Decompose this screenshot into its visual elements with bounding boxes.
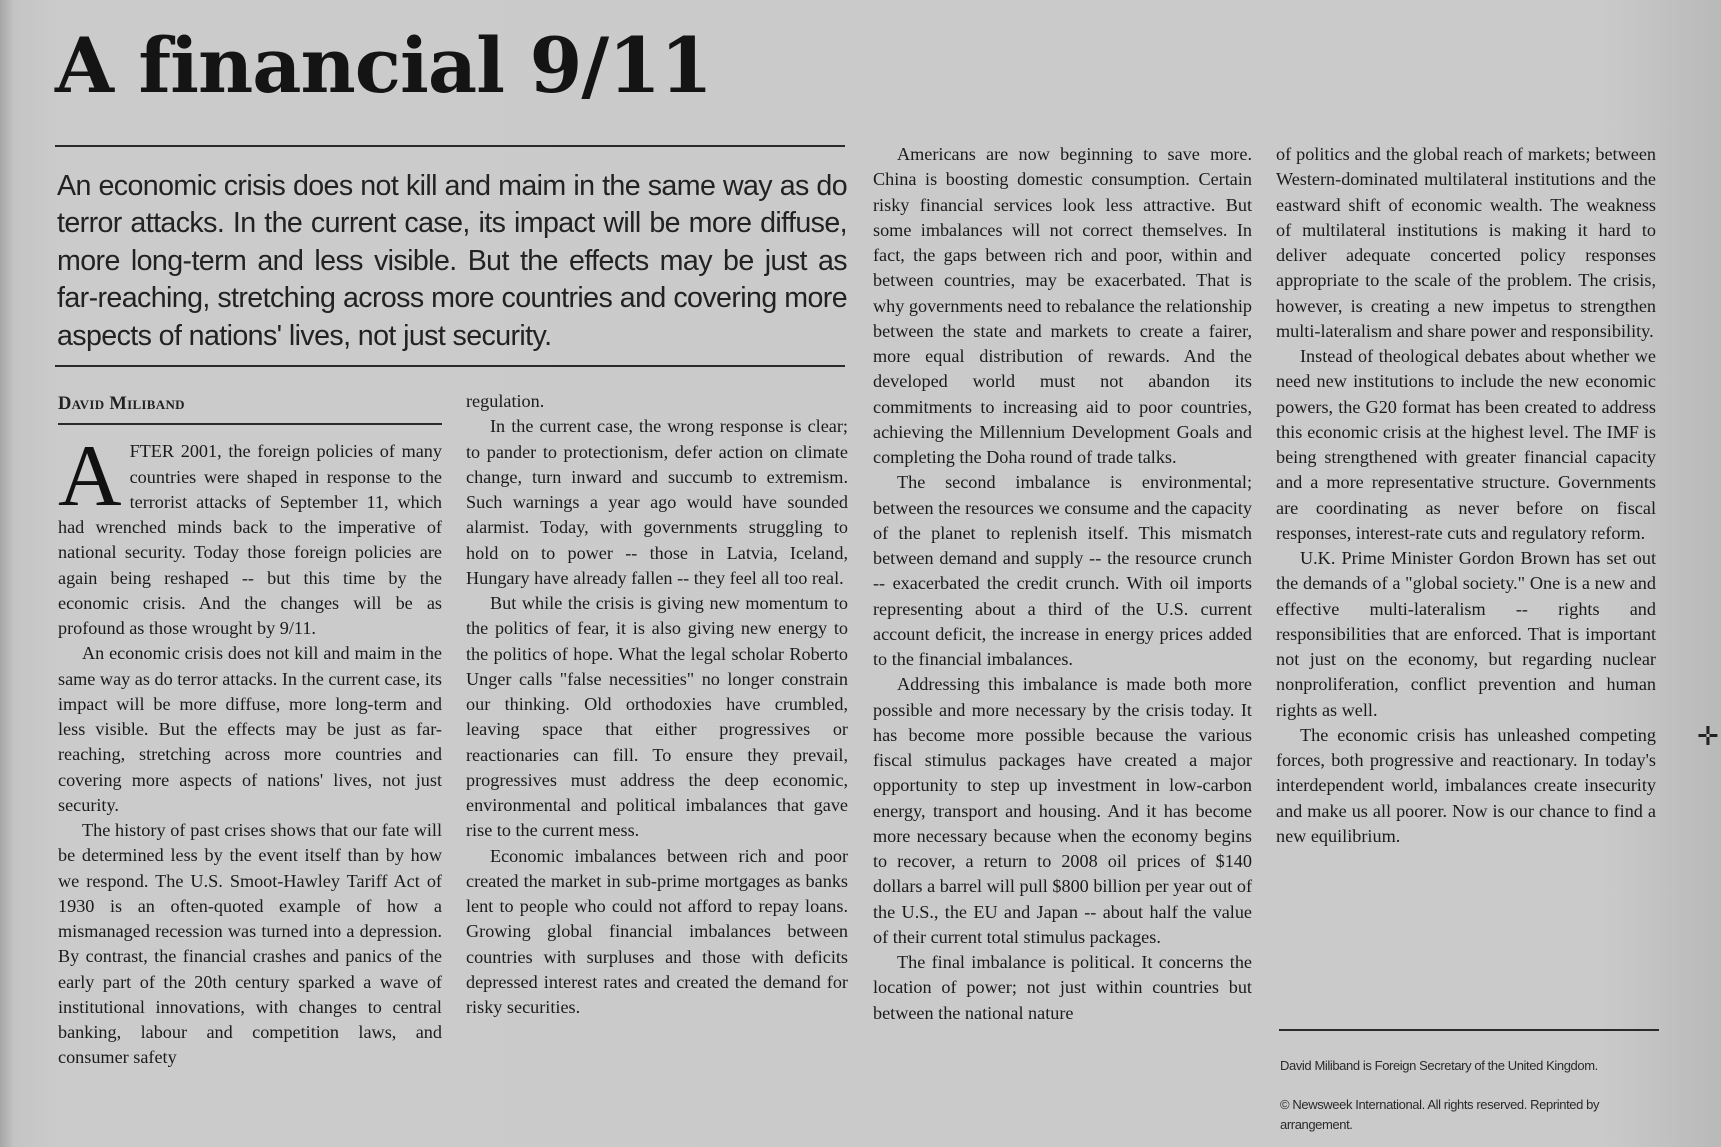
paragraph-6: Economic imbalances between rich and poor created the market in sub-prime mortgages as banks lent to people who could not afford to repay loans. Growing global financial imbalances between countries with surpluses and those with deficits depressed interest rates and created the demand for risky securities. xyxy=(466,845,848,1017)
byline: David Miliband xyxy=(58,394,185,414)
deck-summary: An economic crisis does not kill and maim in the same way as do terror attacks. In the current case, its impact will be more diffuse, more long-term and less visible. But the effects may be just as far-reaching, stretching across more countries and covering more aspects of nations' lives, not just security. xyxy=(57,170,847,352)
lead-in-text: FTER 2001, xyxy=(129,441,222,462)
byline-rule xyxy=(58,423,442,425)
paragraph-3-continued: regulation. xyxy=(466,391,545,411)
column-4 xyxy=(1276,142,1656,849)
paragraph-7: Americans are now beginning to save more. China is boosting domestic consumption. Certain risky financial services look less attractive. But some imbalances will not correct themselves. In fact, the gaps between rich and poor, within and between countries, may be exacerbated. That is why governments need to rebalance the relationship between the state and markets to create a fairer, more equal distribution of rewards. And the developed world must not abandon its commitments to increasing aid to poor countries, achieving the Millennium Development Goals and completing the Doha round of trade talks. xyxy=(873,144,1252,467)
column-1 xyxy=(58,392,442,1071)
author-note: David Miliband is Foreign Secretary of the United Kingdom. xyxy=(1280,1058,1598,1073)
paragraph-10: The final imbalance is political. It concerns the location of power; not just within countries but between the national nature xyxy=(873,952,1252,1023)
paragraph-5: But while the crisis is giving new momentum to the politics of fear, it is also giving new energy to the politics of hope. What the legal scholar Roberto Unger calls "false necessities" no longer constrain our thinking. Old orthodoxies have crumbled, leaving space that either progressives or reactionaries can fill. To ensure they prevail, progressives must address the deep economic, environmental and political imbalances that gave rise to the current mess. xyxy=(466,593,848,841)
registration-mark-icon: ✛ xyxy=(1697,722,1719,752)
paragraph-12: U.K. Prime Minister Gordon Brown has set out the demands of a "global society." One is a new and effective multi-lateralism -- rights and responsibilities that are enforced. That is important not just on the economy, but regarding nuclear nonproliferation, conflict prevention and human rights as well. xyxy=(1276,548,1656,720)
paragraph-1-text: the foreign policies of many countries were shaped in response to the terrorist attacks of September 11, which had wrenched minds back to the imperative of national security. Today those foreign policies are again being reshaped -- but this time by the economic crisis. And the changes will be as profound as those wrought by 9/11. xyxy=(58,441,442,638)
deck-bottom-rule xyxy=(55,365,845,367)
paragraph-1 xyxy=(58,428,442,641)
paragraph-3: The history of past crises shows that our fate will be determined less by the event itself than by how we respond. The U.S. Smoot-Hawley Tariff Act of 1930 is an often-quoted example of how a mismanaged recession was turned into a depression. By contrast, the financial crashes and panics of the early part of the 20th century sparked a wave of institutional innovations, with changes to central banking, labour and competition laws, and consumer safety xyxy=(58,820,442,1068)
paragraph-11: Instead of theological debates about whether we need new institutions to include the new economic powers, the G20 format has been created to address this economic crisis at the highest level. The IMF is being strengthened with greater financial capacity and a more representative structure. Governments are coordinating as never before on fiscal responses, interest-rate cuts and regulatory reform. xyxy=(1276,346,1656,543)
footnote-rule xyxy=(1279,1029,1659,1031)
paragraph-2: An economic crisis does not kill and maim in the same way as do terror attacks. In the current case, its impact will be more diffuse, more long-term and less visible. But the effects may be just as far-reaching, stretching across more countries and covering more aspects of nations' lives, not just security. xyxy=(58,643,442,815)
deck-top-rule xyxy=(55,145,845,147)
paragraph-4: In the current case, the wrong response is clear; to pander to protectionism, defer action on climate change, turn inward and succumb to extremism. Such warnings a year ago would have sounded alarmist. Today, with governments struggling to hold on to power -- those in Latvia, Iceland, Hungary have already fallen -- they feel all too real. xyxy=(466,416,848,588)
paragraph-10-continued: of politics and the global reach of markets; between Western-dominated multilateral institutions and the eastward shift of economic wealth. The weakness of multilateral institutions is making it hard to deliver adequate concerted policy responses appropriate to the scale of the problem. The crisis, however, is creating a new impetus to strengthen multi-lateralism and share power and responsibility. xyxy=(1276,144,1656,341)
paragraph-9: Addressing this imbalance is made both more possible and more necessary by the crisis today. It has become more possible because the various fiscal stimulus packages have created a major opportunity to step up investment in low-carbon energy, transport and housing. And it has become more necessary because when the economy begins to recover, a return to 2008 oil prices of $140 dollars a barrel will pull $800 billion per year out of the U.S., the EU and Japan -- about half the value of their current total stimulus packages. xyxy=(873,674,1252,947)
paragraph-13: The economic crisis has unleashed competing forces, both progressive and reactionary. In today's interdependent world, imbalances create insecurity and make us all poorer. Now is our chance to find a new equilibrium. xyxy=(1276,724,1656,846)
column-2 xyxy=(466,389,848,1020)
paragraph-8: The second imbalance is environmental; between the resources we consume and the capacity of the planet to replenish itself. This mismatch between demand and supply -- the resource crunch -- exacerbated the credit crunch. With oil imports representing about a third of the U.S. current account deficit, the increase in energy prices added to the financial imbalances. xyxy=(873,472,1252,669)
drop-cap: A xyxy=(58,428,122,526)
headline: A financial 9/11 xyxy=(55,21,712,110)
copyright-note: © Newsweek International. All rights reserved. Reprinted by arrangement. xyxy=(1280,1097,1600,1132)
column-3 xyxy=(873,142,1252,1026)
